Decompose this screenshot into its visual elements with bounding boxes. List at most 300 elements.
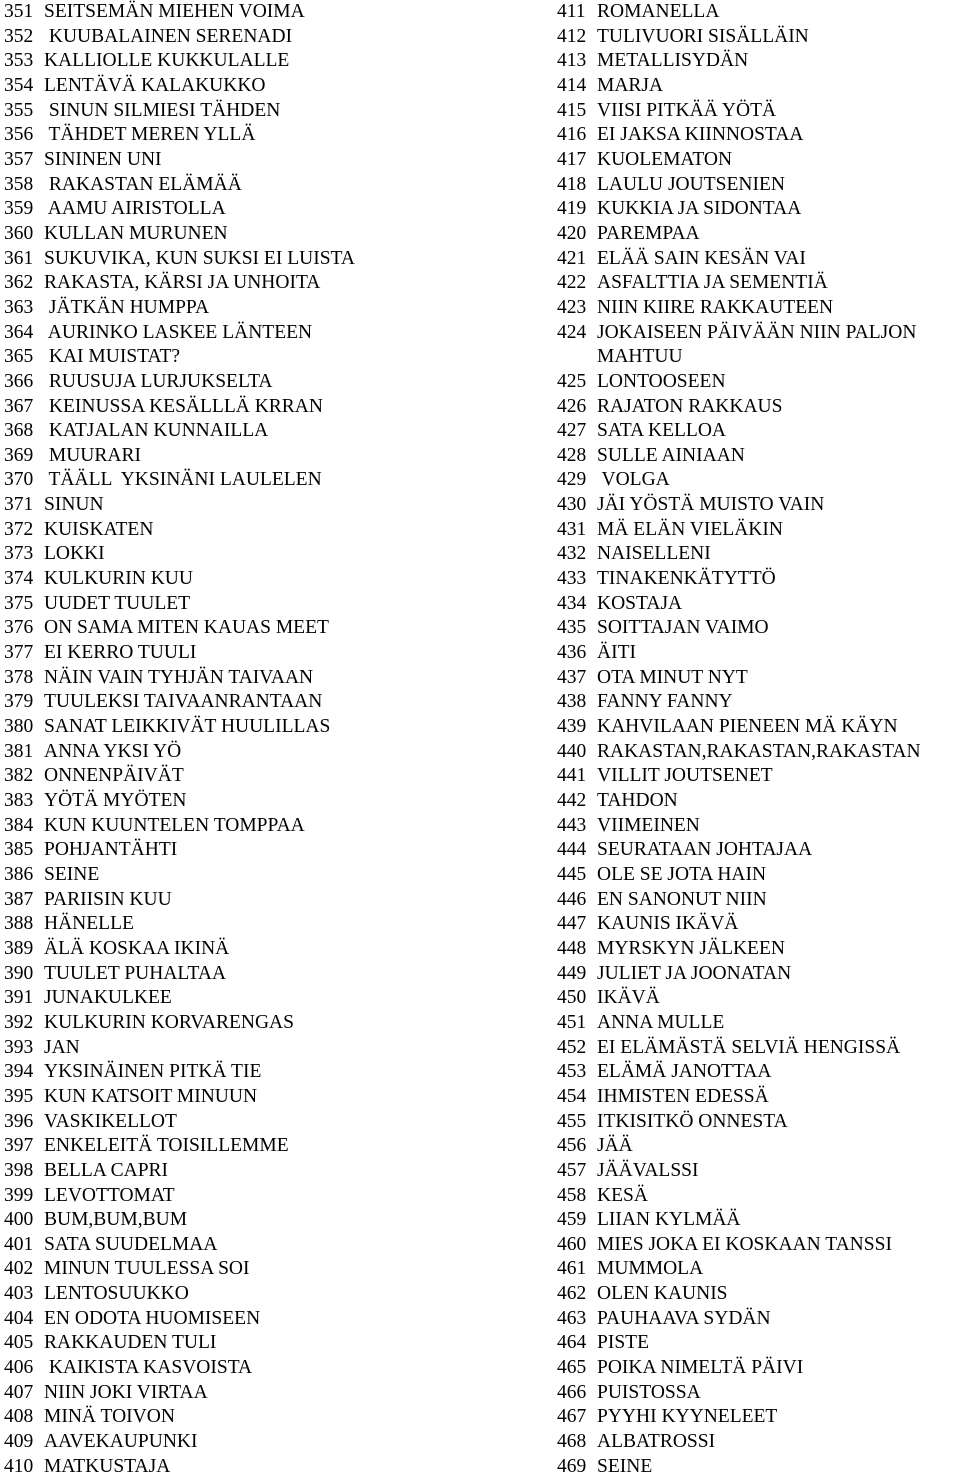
song-number: 404: [4, 1307, 34, 1329]
song-entry: [557, 1405, 960, 1430]
song-entry: [4, 1356, 534, 1381]
song-entry: [4, 1208, 534, 1233]
song-entry: [557, 789, 960, 814]
song-title: KULKURIN KUU: [44, 568, 193, 590]
song-entry: [557, 1208, 960, 1233]
song-entry: [4, 74, 534, 99]
song-title: PUISTOSSA: [597, 1381, 701, 1403]
song-entry: [557, 1381, 960, 1406]
song-entry: [557, 1036, 960, 1061]
song-entry: [4, 370, 534, 395]
song-number: 431: [557, 518, 587, 540]
song-entry: [557, 493, 960, 518]
song-list-left-column: [4, 0, 534, 1479]
song-number: 429: [557, 469, 587, 491]
song-entry: [4, 1282, 534, 1307]
song-title: JAN: [44, 1036, 80, 1058]
song-title: SINUN SILMIESI TÄHDEN: [44, 99, 281, 121]
song-entry: [557, 173, 960, 198]
song-title: ELÄÄ SAIN KESÄN VAI: [597, 247, 806, 269]
song-entry: [557, 123, 960, 148]
song-title: ÄLÄ KOSKAA IKINÄ: [44, 937, 230, 959]
song-title: BELLA CAPRI: [44, 1159, 169, 1181]
song-number: 352: [4, 25, 34, 47]
song-number: 400: [4, 1209, 34, 1231]
song-number: 362: [4, 272, 34, 294]
song-title: SATA KELLOA: [597, 420, 726, 442]
song-number: 441: [557, 765, 587, 787]
song-number: 430: [557, 494, 587, 516]
song-title: SULLE AINIAAN: [597, 444, 745, 466]
song-title: EI JAKSA KIINNOSTAA: [597, 124, 804, 146]
song-number: 462: [557, 1283, 587, 1305]
song-entry: [557, 616, 960, 641]
song-number: 379: [4, 691, 34, 713]
song-number: 428: [557, 444, 587, 466]
song-title: AAMU AIRISTOLLA: [44, 198, 226, 220]
song-number: 413: [557, 50, 587, 72]
song-number: 426: [557, 395, 587, 417]
song-number: 403: [4, 1283, 34, 1305]
song-entry: [557, 99, 960, 124]
song-title: HÄNELLE: [44, 913, 134, 935]
song-title: LOKKI: [44, 543, 105, 565]
song-title: RAKASTAN ELÄMÄÄ: [44, 173, 242, 195]
song-title: ÄITI: [597, 642, 636, 664]
song-entry: [4, 641, 534, 666]
song-number: 395: [4, 1085, 34, 1107]
song-title: LENTÄVÄ KALAKUKKO: [44, 74, 266, 96]
song-entry: [4, 1405, 534, 1430]
song-number: 402: [4, 1258, 34, 1280]
song-entry: [557, 715, 960, 740]
song-entry: [557, 1085, 960, 1110]
song-entry: [557, 986, 960, 1011]
song-number: 451: [557, 1011, 587, 1033]
song-number: 405: [4, 1332, 34, 1354]
song-entry: [557, 838, 960, 863]
song-entry: [557, 814, 960, 839]
song-number: 439: [557, 716, 587, 738]
song-title: KUOLEMATON: [597, 148, 733, 170]
song-number: 436: [557, 642, 587, 664]
song-entry: [557, 1011, 960, 1036]
song-number: 455: [557, 1110, 587, 1132]
song-entry: [4, 1184, 534, 1209]
song-title: MIES JOKA EI KOSKAAN TANSSI: [597, 1233, 892, 1255]
song-title: ONNENPÄIVÄT: [44, 765, 184, 787]
song-title: NIIN KIIRE RAKKAUTEEN: [597, 296, 834, 318]
song-title: ITKISITKÖ ONNESTA: [597, 1110, 788, 1132]
song-number: 396: [4, 1110, 34, 1132]
song-entry: [4, 592, 534, 617]
song-number: 437: [557, 666, 587, 688]
song-entry: [557, 1455, 960, 1479]
song-entry: [4, 838, 534, 863]
song-title: EN ODOTA HUOMISEEN: [44, 1307, 261, 1329]
song-number: 386: [4, 863, 34, 885]
song-entry: [4, 912, 534, 937]
song-number: 384: [4, 814, 34, 836]
song-entry: [4, 1011, 534, 1036]
song-number: 368: [4, 420, 34, 442]
song-number: 372: [4, 518, 34, 540]
song-number: 423: [557, 296, 587, 318]
song-title: JÄÄVALSSI: [597, 1159, 699, 1181]
song-number: 366: [4, 370, 34, 392]
song-number: 452: [557, 1036, 587, 1058]
song-number: 381: [4, 740, 34, 762]
song-entry: [4, 1110, 534, 1135]
song-title: JULIET JA JOONATAN: [597, 962, 792, 984]
song-entry: [557, 1257, 960, 1282]
song-entry: [557, 518, 960, 543]
song-number: 407: [4, 1381, 34, 1403]
song-title: ELÄMÄ JANOTTAA: [597, 1061, 772, 1083]
song-number: 376: [4, 617, 34, 639]
song-title: OLE SE JOTA HAIN: [597, 863, 767, 885]
song-entry: [4, 888, 534, 913]
song-entry: [557, 740, 960, 765]
song-entry: [4, 468, 534, 493]
song-title: UUDET TUULET: [44, 592, 191, 614]
song-title: KUUBALAINEN SERENADI: [44, 25, 293, 47]
song-entry: [4, 99, 534, 124]
song-entry: [4, 1060, 534, 1085]
song-number: 465: [557, 1357, 587, 1379]
song-title: MINUN TUULESSA SOI: [44, 1258, 250, 1280]
song-entry: [4, 25, 534, 50]
song-entry: [557, 962, 960, 987]
song-entry: [557, 321, 960, 346]
song-entry: [4, 0, 534, 25]
song-title: RAKASTA, KÄRSI JA UNHOITA: [44, 272, 321, 294]
song-entry: [557, 148, 960, 173]
song-number: 353: [4, 50, 34, 72]
song-number: 445: [557, 863, 587, 885]
song-title: PYYHI KYYNELEET: [597, 1406, 778, 1428]
song-entry: [4, 1381, 534, 1406]
song-title: KAUNIS IKÄVÄ: [597, 913, 739, 935]
song-entry: [557, 25, 960, 50]
song-entry: [4, 1134, 534, 1159]
song-title: BUM,BUM,BUM: [44, 1209, 188, 1231]
song-entry: [4, 1233, 534, 1258]
song-entry: [4, 1307, 534, 1332]
song-number: 356: [4, 124, 34, 146]
song-entry: [4, 1085, 534, 1110]
song-title: POHJANTÄHTI: [44, 839, 178, 861]
song-list-right-column: [557, 0, 960, 1479]
song-number: 467: [557, 1406, 587, 1428]
song-number: 454: [557, 1085, 587, 1107]
song-title: LEVOTTOMAT: [44, 1184, 175, 1206]
song-number: 464: [557, 1332, 587, 1354]
song-title: SEINE: [44, 863, 100, 885]
song-title: EN SANONUT NIIN: [597, 888, 767, 910]
song-title: VOLGA: [597, 469, 670, 491]
song-title: MÄ ELÄN VIELÄKIN: [597, 518, 783, 540]
song-entry: [4, 173, 534, 198]
song-number: 377: [4, 642, 34, 664]
song-entry: [557, 345, 960, 370]
song-entry: [557, 74, 960, 99]
song-entry: [4, 666, 534, 691]
song-title: JÄTKÄN HUMPPA: [44, 296, 210, 318]
song-entry: [557, 222, 960, 247]
song-entry: [4, 419, 534, 444]
song-title: MAHTUU: [597, 346, 683, 368]
song-number: 399: [4, 1184, 34, 1206]
song-title: AAVEKAUPUNKI: [44, 1431, 198, 1453]
song-entry: [4, 690, 534, 715]
song-title: TAHDON: [597, 790, 678, 811]
song-number: 438: [557, 691, 587, 713]
song-title: JÄI YÖSTÄ MUISTO VAIN: [597, 494, 825, 516]
song-title: ALBATROSSI: [597, 1431, 716, 1453]
song-title: NIIN JOKI VIRTAA: [44, 1381, 208, 1403]
song-title: MUURARI: [44, 444, 141, 466]
song-entry: [557, 0, 960, 25]
song-number: 374: [4, 568, 34, 590]
song-number: 461: [557, 1258, 587, 1280]
song-number: 361: [4, 247, 34, 269]
song-entry: [557, 395, 960, 420]
song-entry: [4, 271, 534, 296]
song-entry: [557, 937, 960, 962]
song-number: 420: [557, 222, 587, 244]
song-entry: [4, 1331, 534, 1356]
song-entry: [557, 690, 960, 715]
song-number: 355: [4, 99, 34, 121]
song-entry: [4, 616, 534, 641]
song-title: KEINUSSA KESÄLLLÄ KRRAN: [44, 395, 323, 417]
song-number: 357: [4, 148, 34, 170]
song-title: NAISELLENI: [597, 543, 711, 565]
song-title: ROMANELLA: [597, 1, 720, 22]
song-entry: [4, 764, 534, 789]
song-number: 360: [4, 222, 34, 244]
song-entry: [557, 888, 960, 913]
song-entry: [557, 468, 960, 493]
song-number: 442: [557, 790, 587, 811]
song-entry: [557, 1110, 960, 1135]
song-title: FANNY FANNY: [597, 691, 733, 713]
song-number: 367: [4, 395, 34, 417]
song-number: 358: [4, 173, 34, 195]
song-entry: [4, 986, 534, 1011]
song-title: METALLISYDÄN: [597, 50, 749, 72]
song-number: 444: [557, 839, 587, 861]
song-title: VIIMEINEN: [597, 814, 700, 836]
song-entry: [557, 1233, 960, 1258]
song-title: SEITSEMÄN MIEHEN VOIMA: [44, 1, 305, 22]
song-number: 398: [4, 1159, 34, 1181]
song-number: 417: [557, 148, 587, 170]
song-title: ANNA MULLE: [597, 1011, 725, 1033]
song-title: POIKA NIMELTÄ PÄIVI: [597, 1357, 804, 1379]
song-title: MATKUSTAJA: [44, 1455, 171, 1477]
song-title: KATJALAN KUNNAILLA: [44, 420, 269, 442]
song-title: OTA MINUT NYT: [597, 666, 748, 688]
song-number: 421: [557, 247, 587, 269]
song-number: 453: [557, 1061, 587, 1083]
song-number: 409: [4, 1431, 34, 1453]
song-title: ANNA YKSI YÖ: [44, 740, 182, 762]
song-number: 389: [4, 937, 34, 959]
song-number: 359: [4, 198, 34, 220]
song-entry: [4, 1257, 534, 1282]
song-number: 412: [557, 25, 587, 47]
song-entry: [557, 197, 960, 222]
song-number: 351: [4, 1, 34, 22]
song-entry: [557, 1134, 960, 1159]
song-number: 457: [557, 1159, 587, 1181]
song-title: LAULU JOUTSENIEN: [597, 173, 785, 195]
song-entry: [557, 1184, 960, 1209]
song-entry: [557, 1282, 960, 1307]
song-title: PARIISIN KUU: [44, 888, 172, 910]
song-title: PAUHAAVA SYDÄN: [597, 1307, 771, 1329]
song-title: IHMISTEN EDESSÄ: [597, 1085, 769, 1107]
song-entry: [557, 764, 960, 789]
song-number: 364: [4, 321, 34, 343]
song-entry: [4, 542, 534, 567]
song-title: RUUSUJA LURJUKSELTA: [44, 370, 273, 392]
song-title: LONTOOSEEN: [597, 370, 726, 392]
song-entry: [557, 444, 960, 469]
song-entry: [557, 863, 960, 888]
song-entry: [4, 247, 534, 272]
song-title: LENTOSUUKKO: [44, 1283, 189, 1305]
song-number: 433: [557, 568, 587, 590]
song-number: 370: [4, 469, 34, 491]
song-number: 373: [4, 543, 34, 565]
song-number: 466: [557, 1381, 587, 1403]
song-number: 383: [4, 790, 34, 811]
song-entry: [4, 49, 534, 74]
song-number: 435: [557, 617, 587, 639]
song-number: 460: [557, 1233, 587, 1255]
song-number: 427: [557, 420, 587, 442]
song-title: SANAT LEIKKIVÄT HUULILLAS: [44, 716, 331, 738]
song-title: PISTE: [597, 1332, 650, 1354]
song-title: TÄÄLL YKSINÄNI LAULELEN: [44, 469, 322, 491]
song-number: 418: [557, 173, 587, 195]
song-title: TUULET PUHALTAA: [44, 962, 227, 984]
song-title: MYRSKYN JÄLKEEN: [597, 937, 785, 959]
song-number: 440: [557, 740, 587, 762]
song-entry: [557, 912, 960, 937]
song-entry: [4, 123, 534, 148]
song-number: 425: [557, 370, 587, 392]
song-title: EI KERRO TUULI: [44, 642, 197, 664]
song-entry: [557, 419, 960, 444]
song-title: NÄIN VAIN TYHJÄN TAIVAAN: [44, 666, 314, 688]
song-entry: [4, 567, 534, 592]
song-title: KALLIOLLE KUKKULALLE: [44, 50, 290, 72]
song-entry: [557, 1159, 960, 1184]
song-number: 419: [557, 198, 587, 220]
song-number: 414: [557, 74, 587, 96]
song-number: 449: [557, 962, 587, 984]
song-title: KUN KATSOIT MINUUN: [44, 1085, 258, 1107]
song-entry: [4, 814, 534, 839]
song-number: 363: [4, 296, 34, 318]
song-number: 401: [4, 1233, 34, 1255]
song-title: SININEN UNI: [44, 148, 162, 170]
song-entry: [4, 1036, 534, 1061]
song-number: 432: [557, 543, 587, 565]
song-number: 448: [557, 937, 587, 959]
song-entry: [4, 321, 534, 346]
song-entry: [557, 567, 960, 592]
song-number: 424: [557, 321, 587, 343]
song-number: 388: [4, 913, 34, 935]
song-entry: [4, 789, 534, 814]
song-title: SEURATAAN JOHTAJAA: [597, 839, 813, 861]
song-entry: [557, 49, 960, 74]
song-number: 397: [4, 1135, 34, 1157]
song-number: 385: [4, 839, 34, 861]
song-title: KUKKIA JA SIDONTAA: [597, 198, 802, 220]
song-title: KESÄ: [597, 1184, 648, 1206]
song-entry: [557, 1307, 960, 1332]
song-entry: [4, 395, 534, 420]
song-number: 382: [4, 765, 34, 787]
song-number: 392: [4, 1011, 34, 1033]
song-title: KAIKISTA KASVOISTA: [44, 1357, 253, 1379]
song-entry: [4, 345, 534, 370]
song-entry: [4, 1430, 534, 1455]
song-entry: [557, 247, 960, 272]
song-title: PAREMPAA: [597, 222, 700, 244]
song-title: TINAKENKÄTYTTÖ: [597, 568, 776, 590]
song-entry: [4, 296, 534, 321]
song-title: SEINE: [597, 1455, 653, 1477]
song-number: 406: [4, 1357, 34, 1379]
song-entry: [4, 222, 534, 247]
song-number: 380: [4, 716, 34, 738]
song-title: TULIVUORI SISÄLLÄIN: [597, 25, 809, 47]
song-number: 410: [4, 1455, 34, 1477]
song-title: YKSINÄINEN PITKÄ TIE: [44, 1061, 262, 1083]
song-title: KULKURIN KORVARENGAS: [44, 1011, 294, 1033]
song-title: RAKASTAN,RAKASTAN,RAKASTAN: [597, 740, 921, 762]
song-number: 434: [557, 592, 587, 614]
song-title: SUKUVIKA, KUN SUKSI EI LUISTA: [44, 247, 355, 269]
song-number: 463: [557, 1307, 587, 1329]
song-number: 393: [4, 1036, 34, 1058]
song-entry: [4, 493, 534, 518]
song-entry: [557, 1356, 960, 1381]
song-entry: [4, 148, 534, 173]
song-number: 458: [557, 1184, 587, 1206]
song-title: YÖTÄ MYÖTEN: [44, 790, 187, 811]
song-number: 391: [4, 987, 34, 1009]
song-entry: [557, 1430, 960, 1455]
song-title: RAJATON RAKKAUS: [597, 395, 783, 417]
song-title: SOITTAJAN VAIMO: [597, 617, 769, 639]
song-number: 371: [4, 494, 34, 516]
song-title: KULLAN MURUNEN: [44, 222, 228, 244]
song-number: 394: [4, 1061, 34, 1083]
song-entry: [557, 271, 960, 296]
song-number: 443: [557, 814, 587, 836]
song-entry: [4, 1455, 534, 1479]
song-number: 456: [557, 1135, 587, 1157]
song-entry: [4, 715, 534, 740]
